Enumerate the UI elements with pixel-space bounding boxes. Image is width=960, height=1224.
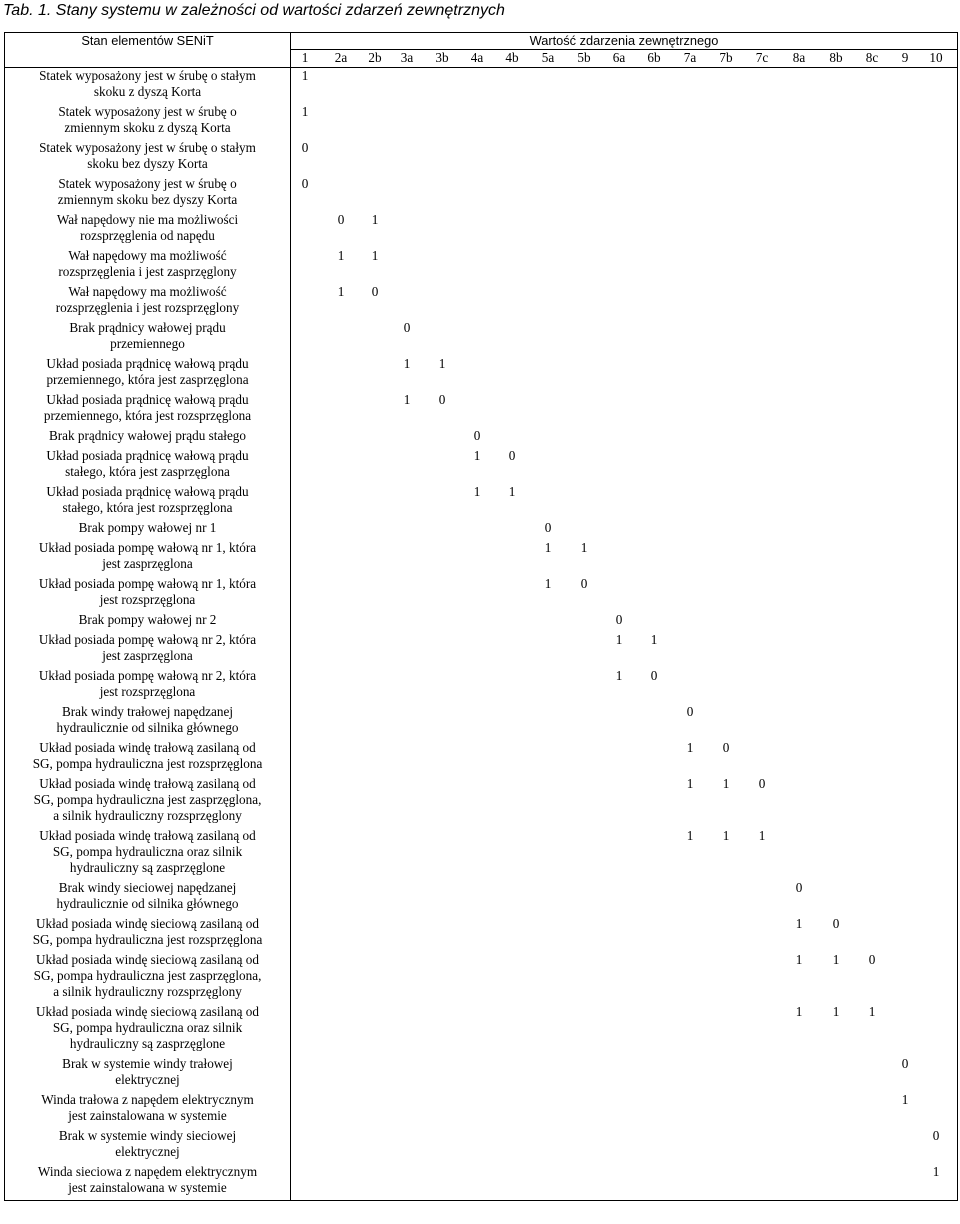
row-values	[291, 484, 958, 520]
row-label-line: przemiennego, która jest rozsprzęglona	[43, 408, 252, 423]
row-label	[5, 952, 291, 1004]
row-label	[5, 104, 291, 140]
row-values	[291, 392, 958, 428]
row-label	[5, 776, 291, 828]
cell-value: 1	[686, 740, 694, 755]
table-row	[5, 484, 958, 520]
table-row	[5, 740, 958, 776]
table-row	[5, 104, 958, 140]
column-header-6a: 6a	[612, 50, 626, 65]
row-values	[291, 916, 958, 952]
table-row	[5, 392, 958, 428]
row-values	[291, 1092, 958, 1128]
cell-value: 1	[868, 1004, 876, 1019]
column-header-5b: 5b	[577, 50, 591, 65]
cell-value: 0	[544, 520, 552, 535]
row-label-line: przemiennego, która jest zasprzęglona	[46, 372, 249, 387]
cell-value: 0	[758, 776, 766, 791]
table-row	[5, 1128, 958, 1164]
row-values	[291, 632, 958, 668]
column-header-7b: 7b	[719, 50, 733, 65]
row-label-line: Układ posiada pompę wałową nr 2, która	[38, 632, 257, 647]
table-row	[5, 952, 958, 1004]
header-row	[5, 33, 958, 50]
table-row	[5, 828, 958, 880]
row-values	[291, 1164, 958, 1201]
table-row	[5, 1056, 958, 1092]
cell-value: 0	[686, 704, 694, 719]
row-values	[291, 576, 958, 612]
table-row	[5, 704, 958, 740]
row-label-line: hydrauliczny są zasprzęglone	[69, 1036, 226, 1051]
row-label	[5, 1056, 291, 1092]
column-headers	[291, 50, 958, 68]
cell-value: 0	[832, 916, 840, 931]
row-label-line: jest zasprzęglona	[102, 556, 193, 571]
row-label-line: Układ posiada prądnicę wałową prądu	[46, 356, 249, 371]
row-label-line: Układ posiada windę sieciową zasilaną od	[35, 1004, 259, 1019]
row-values	[291, 428, 958, 448]
row-values	[291, 1056, 958, 1092]
row-label-line: Winda sieciowa z napędem elektrycznym	[37, 1164, 258, 1179]
row-label	[5, 428, 291, 448]
row-label	[5, 140, 291, 176]
cell-value: 1	[901, 1092, 909, 1107]
cell-value: 1	[832, 1004, 840, 1019]
row-label-line: Układ posiada pompę wałową nr 1, która	[38, 576, 257, 591]
row-label	[5, 284, 291, 320]
row-label	[5, 576, 291, 612]
row-values	[291, 612, 958, 632]
row-label-line: skoku bez dyszy Korta	[87, 156, 208, 171]
row-label-line: jest rozsprzęglona	[99, 592, 196, 607]
row-label-line: Wał napędowy ma możliwość	[68, 284, 227, 299]
cell-value: 0	[932, 1128, 940, 1143]
cell-value: 1	[795, 952, 803, 967]
row-values	[291, 140, 958, 176]
row-label-line: jest zainstalowana w systemie	[68, 1180, 227, 1195]
row-label-line: Układ posiada windę trałową zasilaną od	[39, 740, 256, 755]
row-label-line: Brak prądnicy wałowej prądu stałego	[48, 428, 246, 443]
row-label	[5, 632, 291, 668]
row-label	[5, 520, 291, 540]
table-caption: Tab. 1. Stany systemu w zależności od wartości zdarzeń zewnętrznych	[3, 2, 505, 19]
row-values	[291, 828, 958, 880]
row-label-line: Brak windy sieciowej napędzanej	[58, 880, 237, 895]
column-header-8b: 8b	[829, 50, 843, 65]
row-label-line: Układ posiada windę trałową zasilaną od	[39, 828, 256, 843]
cell-value: 1	[301, 68, 309, 83]
row-label-line: zmiennym skoku z dyszą Korta	[64, 120, 231, 135]
cell-value: 1	[438, 356, 446, 371]
cell-value: 0	[901, 1056, 909, 1071]
row-label-line: Statek wyposażony jest w śrubę o stałym	[39, 140, 256, 155]
row-values	[291, 540, 958, 576]
row-label	[5, 392, 291, 428]
column-header-10: 10	[929, 50, 943, 65]
row-label	[5, 740, 291, 776]
row-label-line: Brak pompy wałowej nr 1	[78, 520, 217, 535]
cell-value: 0	[650, 668, 658, 683]
cell-value: 0	[473, 428, 481, 443]
cell-value: 0	[795, 880, 803, 895]
cell-value: 1	[403, 356, 411, 371]
table-row	[5, 1004, 958, 1056]
row-label-line: zmiennym skoku bez dyszy Korta	[57, 192, 238, 207]
column-header-3a: 3a	[400, 50, 414, 65]
row-label-line: Statek wyposażony jest w śrubę o	[58, 176, 237, 191]
row-values	[291, 880, 958, 916]
cell-value: 1	[650, 632, 658, 647]
row-label-line: hydrauliczny są zasprzęglone	[69, 860, 226, 875]
row-label-line: Układ posiada prądnicę wałową prądu	[46, 484, 249, 499]
row-label-line: Układ posiada prądnicę wałową prądu	[46, 392, 249, 407]
column-header-8a: 8a	[792, 50, 806, 65]
cell-value: 1	[615, 668, 623, 683]
table-row	[5, 776, 958, 828]
row-label	[5, 916, 291, 952]
row-label-line: a silnik hydrauliczny rozsprzęglony	[53, 808, 242, 823]
row-label-line: rozsprzęglenia i jest zasprzęglony	[58, 264, 237, 279]
table-row	[5, 356, 958, 392]
row-label-line: Statek wyposażony jest w śrubę o stałym	[39, 68, 256, 83]
row-label	[5, 828, 291, 880]
table-row	[5, 320, 958, 356]
cell-value: 1	[371, 248, 379, 263]
cell-value: 1	[580, 540, 588, 555]
row-label	[5, 880, 291, 916]
table-row	[5, 668, 958, 704]
cell-value: 0	[508, 448, 516, 463]
table-row	[5, 916, 958, 952]
row-label	[5, 356, 291, 392]
column-header-6b: 6b	[647, 50, 661, 65]
cell-value: 0	[371, 284, 379, 299]
table-row	[5, 68, 958, 105]
cell-value: 1	[722, 776, 730, 791]
row-values	[291, 356, 958, 392]
column-header-5a: 5a	[541, 50, 555, 65]
cell-value: 1	[686, 828, 694, 843]
cell-value: 1	[832, 952, 840, 967]
cell-value: 1	[301, 104, 309, 119]
row-label-line: SG, pompa hydrauliczna jest zasprzęglona,	[33, 968, 262, 983]
header-elements-state: Stan elementów SENiT	[5, 33, 291, 68]
row-label	[5, 176, 291, 212]
row-label-line: SG, pompa hydrauliczna oraz silnik	[52, 844, 243, 859]
row-label	[5, 320, 291, 356]
cell-value: 0	[868, 952, 876, 967]
cell-value: 1	[371, 212, 379, 227]
row-values	[291, 104, 958, 140]
row-label-line: rozsprzęglenia i jest rozsprzęglony	[55, 300, 240, 315]
row-label-line: rozsprzęglenia od napędu	[80, 228, 215, 243]
row-values	[291, 740, 958, 776]
cell-value: 1	[337, 284, 345, 299]
table-row	[5, 284, 958, 320]
table-row	[5, 612, 958, 632]
table-row	[5, 1092, 958, 1128]
cell-value: 0	[438, 392, 446, 407]
table-row	[5, 212, 958, 248]
cell-value: 0	[301, 140, 309, 155]
cell-value: 1	[473, 448, 481, 463]
row-label	[5, 212, 291, 248]
cell-value: 1	[686, 776, 694, 791]
row-label	[5, 448, 291, 484]
row-label-line: jest zainstalowana w systemie	[68, 1108, 227, 1123]
cell-value: 1	[544, 540, 552, 555]
row-label-line: Brak w systemie windy sieciowej	[58, 1128, 237, 1143]
row-label-line: elektrycznej	[115, 1144, 180, 1159]
table-row	[5, 520, 958, 540]
row-label	[5, 612, 291, 632]
header-event-value: Wartość zdarzenia zewnętrznego	[291, 33, 958, 50]
row-label	[5, 1164, 291, 1201]
row-label	[5, 1004, 291, 1056]
system-states-table	[4, 32, 958, 1201]
row-values	[291, 176, 958, 212]
cell-value: 1	[508, 484, 516, 499]
row-label	[5, 1092, 291, 1128]
column-header-2b: 2b	[368, 50, 382, 65]
row-label-line: przemiennego	[110, 336, 185, 351]
cell-value: 0	[580, 576, 588, 591]
cell-value: 1	[544, 576, 552, 591]
cell-value: 1	[337, 248, 345, 263]
row-label-line: skoku z dyszą Korta	[93, 84, 202, 99]
cell-value: 1	[615, 632, 623, 647]
row-values	[291, 248, 958, 284]
row-label-line: hydraulicznie od silnika głównego	[56, 896, 239, 911]
row-label	[5, 68, 291, 105]
table-row	[5, 880, 958, 916]
row-label-line: jest rozsprzęglona	[99, 684, 196, 699]
table-row	[5, 428, 958, 448]
row-label-line: Układ posiada pompę wałową nr 1, która	[38, 540, 257, 555]
table-row	[5, 176, 958, 212]
cell-value: 0	[337, 212, 345, 227]
cell-value: 1	[795, 1004, 803, 1019]
table-row	[5, 632, 958, 668]
row-label-line: Wał napędowy ma możliwość	[68, 248, 227, 263]
row-label-line: SG, pompa hydrauliczna jest rozsprzęglona	[32, 756, 263, 771]
cell-value: 0	[722, 740, 730, 755]
row-values	[291, 520, 958, 540]
row-label-line: SG, pompa hydrauliczna jest zasprzęglona,	[33, 792, 262, 807]
row-label-line: Brak prądnicy wałowej prądu	[69, 320, 226, 335]
cell-value: 0	[615, 612, 623, 627]
row-label	[5, 668, 291, 704]
row-label-line: Układ posiada windę sieciową zasilaną od	[35, 952, 259, 967]
column-header-7c: 7c	[755, 50, 769, 65]
column-header-4b: 4b	[505, 50, 519, 65]
row-label-line: Układ posiada windę trałową zasilaną od	[39, 776, 256, 791]
cell-value: 1	[403, 392, 411, 407]
row-label-line: Wał napędowy nie ma możliwości	[56, 212, 239, 227]
column-header-3b: 3b	[435, 50, 449, 65]
table-row	[5, 248, 958, 284]
row-values	[291, 212, 958, 248]
row-label-line: jest zasprzęglona	[102, 648, 193, 663]
table-row	[5, 140, 958, 176]
row-label	[5, 484, 291, 520]
row-label-line: hydraulicznie od silnika głównego	[56, 720, 239, 735]
column-header-7a: 7a	[683, 50, 697, 65]
table-row	[5, 1164, 958, 1201]
row-values	[291, 704, 958, 740]
row-label	[5, 1128, 291, 1164]
cell-value: 1	[932, 1164, 940, 1179]
row-values	[291, 1128, 958, 1164]
row-label-line: elektrycznej	[115, 1072, 180, 1087]
column-header-4a: 4a	[470, 50, 484, 65]
cell-value: 1	[722, 828, 730, 843]
table-row	[5, 540, 958, 576]
row-label-line: a silnik hydrauliczny rozsprzęglony	[53, 984, 242, 999]
column-header-2a: 2a	[334, 50, 348, 65]
row-label-line: Brak w systemie windy trałowej	[62, 1056, 233, 1071]
row-label-line: Winda trałowa z napędem elektrycznym	[41, 1092, 254, 1107]
table-row	[5, 576, 958, 612]
row-values	[291, 284, 958, 320]
column-header-9: 9	[901, 50, 909, 65]
row-values	[291, 68, 958, 105]
row-label-line: Układ posiada prądnicę wałową prądu	[46, 448, 249, 463]
cell-value: 1	[758, 828, 766, 843]
row-values	[291, 668, 958, 704]
row-values	[291, 776, 958, 828]
cell-value: 1	[473, 484, 481, 499]
row-label-line: SG, pompa hydrauliczna oraz silnik	[52, 1020, 243, 1035]
row-label	[5, 704, 291, 740]
cell-value: 1	[795, 916, 803, 931]
row-label-line: Układ posiada pompę wałową nr 2, która	[38, 668, 257, 683]
row-values	[291, 448, 958, 484]
cell-value: 0	[301, 176, 309, 191]
table-row	[5, 448, 958, 484]
row-label-line: Brak windy trałowej napędzanej	[61, 704, 233, 719]
column-header-8c: 8c	[865, 50, 879, 65]
row-values	[291, 320, 958, 356]
row-values	[291, 952, 958, 1004]
row-label-line: stałego, która jest zasprzęglona	[65, 464, 230, 479]
row-label-line: Układ posiada windę sieciową zasilaną od	[35, 916, 259, 931]
row-label-line: SG, pompa hydrauliczna jest rozsprzęglona	[32, 932, 263, 947]
column-header-1: 1	[301, 50, 309, 65]
row-label	[5, 540, 291, 576]
row-label-line: Statek wyposażony jest w śrubę o	[58, 104, 237, 119]
row-label	[5, 248, 291, 284]
row-values	[291, 1004, 958, 1056]
cell-value: 0	[403, 320, 411, 335]
row-label-line: Brak pompy wałowej nr 2	[78, 612, 217, 627]
row-label-line: stałego, która jest rozsprzęglona	[62, 500, 233, 515]
